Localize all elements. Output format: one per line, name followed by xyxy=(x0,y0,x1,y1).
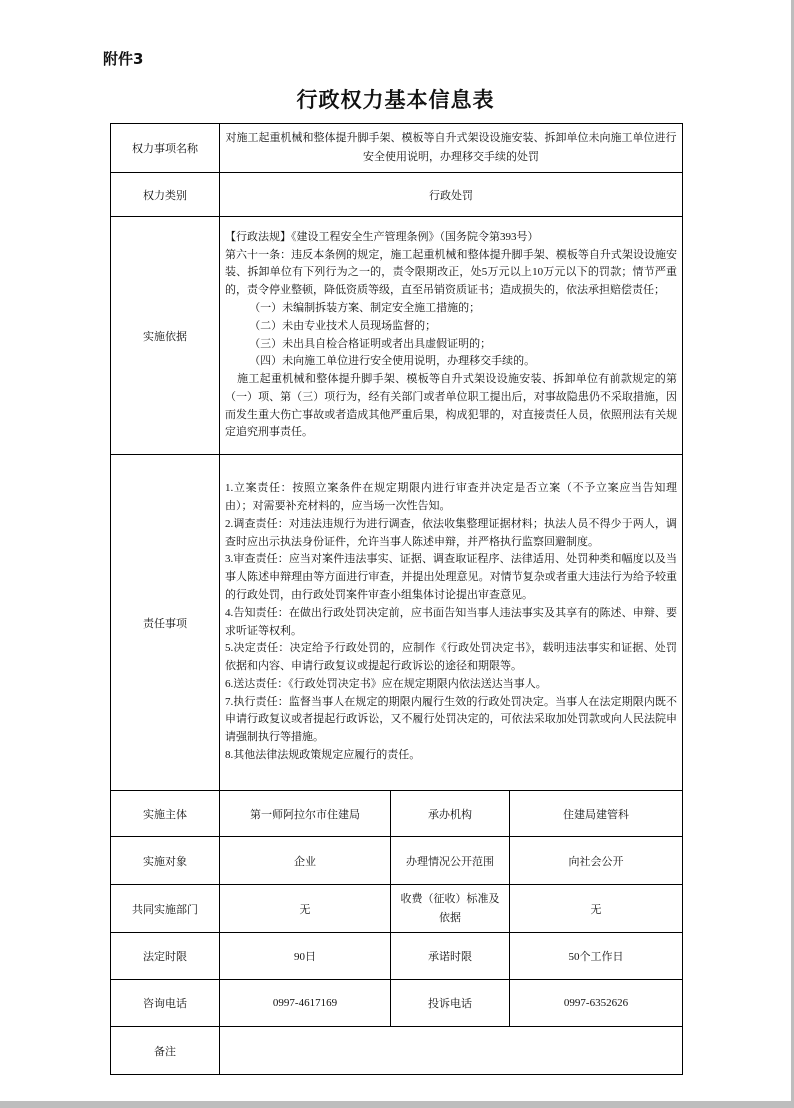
legal-basis-label: 实施依据 xyxy=(111,217,220,455)
statutory-time-limit-value: 90日 xyxy=(220,933,391,980)
legal-basis-paragraph: 第六十一条：违反本条例的规定，施工起重机械和整体提升脚手架、模板等自升式架设设施安装、拆卸单位有下列行为之一的，责令限期改正，处5万元以上10万元以下的罚款；情节严重的，责令停业整顿，降低资质等级，直至吊销资质证书；造成损失的，依法承担赔偿责任； xyxy=(225,248,678,297)
table-row-remark xyxy=(111,1027,683,1075)
attachment-label: 附件3 xyxy=(103,50,144,68)
table-row-power-name xyxy=(111,124,683,173)
legal-basis-content xyxy=(220,217,683,455)
implementing-body-label: 实施主体 xyxy=(111,791,220,837)
table-row-implementing-body xyxy=(111,791,683,837)
implementing-body-value: 第一师阿拉尔市住建局 xyxy=(220,791,391,837)
table-row-duty-items xyxy=(111,455,683,791)
implementation-target-label: 实施对象 xyxy=(111,837,220,885)
duty-item: 3.审查责任：应当对案件违法事实、证据、调查取证程序、法律适用、处罚种类和幅度以及当事人陈述申辩理由等方面进行审查，并提出处理意见。对情节复杂或者重大违法行为给予较重的行政处罚，由行政处罚案件审查小组集体讨论提出审查意见。 xyxy=(225,553,678,601)
table-row-phones xyxy=(111,980,683,1027)
duty-item: 4.告知责任：在做出行政处罚决定前，应书面告知当事人违法事实及其享有的陈述、申辩、要求听证等权利。 xyxy=(225,606,678,637)
disclosure-scope-value: 向社会公开 xyxy=(510,837,683,885)
joint-departments-value: 无 xyxy=(220,885,391,933)
inquiry-phone-value: 0997-4617169 xyxy=(220,980,391,1027)
duty-item: 5.决定责任：决定给予行政处罚的，应制作《行政处罚决定书》，载明违法事实和证据、处罚依据和内容、申请行政复议或提起行政诉讼的途径和期限等。 xyxy=(225,642,678,673)
statutory-time-limit-label: 法定时限 xyxy=(111,933,220,980)
complaint-phone-label: 投诉电话 xyxy=(391,980,510,1027)
table-row-joint-departments xyxy=(111,885,683,933)
promised-time-limit-label: 承诺时限 xyxy=(391,933,510,980)
table-row-time-limits xyxy=(111,933,683,980)
page-title: 行政权力基本信息表 xyxy=(296,88,495,112)
promised-time-limit-value: 50个工作日 xyxy=(510,933,683,980)
legal-basis-paragraph: （一）未编制拆装方案、制定安全施工措施的； xyxy=(249,301,481,314)
handling-agency-value: 住建局建管科 xyxy=(510,791,683,837)
inquiry-phone-label: 咨询电话 xyxy=(111,980,220,1027)
fee-standard-label: 收费（征收）标准及依据 xyxy=(391,885,510,933)
fee-standard-value: 无 xyxy=(510,885,683,933)
duty-items-content xyxy=(220,455,683,791)
legal-basis-paragraph: （三）未出具自检合格证明或者出具虚假证明的； xyxy=(249,337,492,350)
legal-basis-paragraph: 施工起重机械和整体提升脚手架、模板等自升式架设设施安装、拆卸单位有前款规定的第（一）项、第（三）项行为，经有关部门或者单位职工提出后，对事故隐患仍不采取措施，因而发生重大伤亡事故或者造成其他严重后果，构成犯罪的，对直接责任人员，依照刑法有关规定追究刑事责任。 xyxy=(225,373,678,439)
implementation-target-value: 企业 xyxy=(220,837,391,885)
remark-label: 备注 xyxy=(111,1027,220,1075)
legal-basis-paragraph: （二）未由专业技术人员现场监督的； xyxy=(249,319,437,332)
table-row-power-type xyxy=(111,173,683,217)
table-row-implementation-target xyxy=(111,837,683,885)
legal-basis-paragraph: （四）未向施工单位进行安全使用说明，办理移交手续的。 xyxy=(249,355,536,368)
power-name-value: 对施工起重机械和整体提升脚手架、模板等自升式架设设施安装、拆卸单位未向施工单位进行安全使用说明，办理移交手续的处罚 xyxy=(220,124,683,173)
power-name-label: 权力事项名称 xyxy=(111,124,220,173)
handling-agency-label: 承办机构 xyxy=(391,791,510,837)
table-row-legal-basis xyxy=(111,217,683,455)
duty-item: 1.立案责任：按照立案条件在规定期限内进行审查并决定是否立案（不予立案应当告知理由）；对需要补充材料的，应当场一次性告知。 xyxy=(225,482,678,512)
remark-value xyxy=(220,1027,683,1075)
duty-item: 6.送达责任：《行政处罚决定书》应在规定期限内依法送达当事人。 xyxy=(225,677,547,690)
admin-power-info-table xyxy=(110,123,683,1075)
power-type-label: 权力类别 xyxy=(111,173,220,217)
duty-item: 8.其他法律法规政策规定应履行的责任。 xyxy=(225,749,421,762)
duty-item: 7.执行责任：监督当事人在规定的期限内履行生效的行政处罚决定。当事人在法定期限内既不申请行政复议或者提起行政诉讼，又不履行处罚决定的，可依法采取加处罚款或向人民法院申请强制执行等措施。 xyxy=(225,695,678,744)
duty-items-label: 责任事项 xyxy=(111,455,220,791)
disclosure-scope-label: 办理情况公开范围 xyxy=(391,837,510,885)
joint-departments-label: 共同实施部门 xyxy=(111,885,220,933)
complaint-phone-value: 0997-6352626 xyxy=(510,980,683,1027)
legal-basis-paragraph: 【行政法规】《建设工程安全生产管理条例》（国务院令第393号） xyxy=(225,230,539,243)
duty-item: 2.调查责任：对违法违规行为进行调查，依法收集整理证据材料；执法人员不得少于两人，调查时应出示执法身份证件，允许当事人陈述申辩，并严格执行监察回避制度。 xyxy=(225,517,678,548)
power-type-value: 行政处罚 xyxy=(220,173,683,217)
